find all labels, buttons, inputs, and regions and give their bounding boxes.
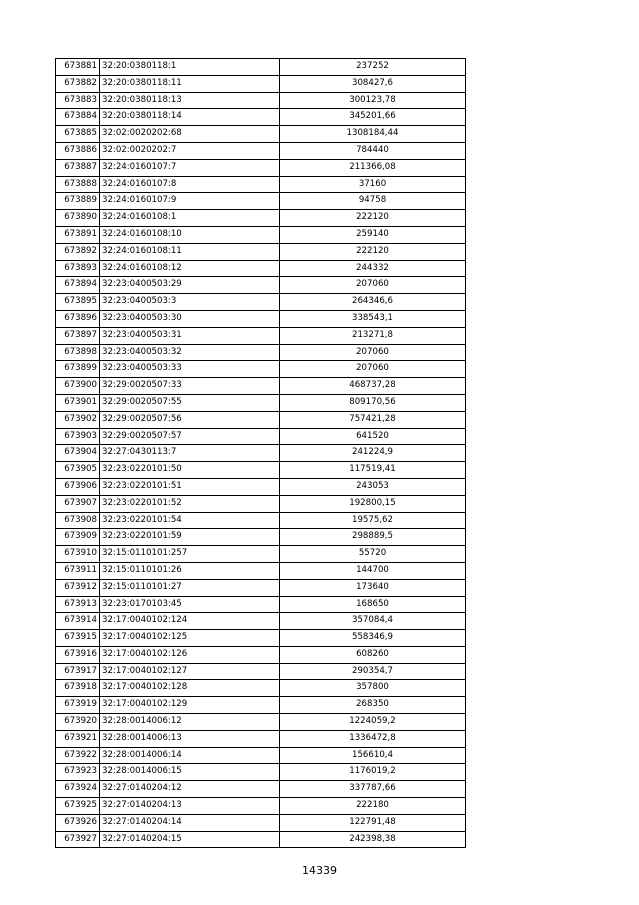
table-row (56, 310, 466, 327)
cadastral-number-cell: 32:29:0020507:57 (100, 428, 280, 445)
cadastral-number-cell: 32:24:0160107:9 (100, 193, 280, 210)
row-id-cell: 673927 (56, 831, 100, 848)
value-cell: 222120 (280, 210, 466, 227)
value-cell: 37160 (280, 176, 466, 193)
row-id-cell: 673915 (56, 630, 100, 647)
row-id-cell: 673891 (56, 226, 100, 243)
cadastral-number-cell: 32:29:0020507:55 (100, 394, 280, 411)
cadastral-number-cell: 32:23:0400503:29 (100, 277, 280, 294)
table-row (56, 59, 466, 76)
table-row (56, 562, 466, 579)
cadastral-number-cell: 32:23:0170103:45 (100, 596, 280, 613)
table-row (56, 579, 466, 596)
row-id-cell: 673886 (56, 142, 100, 159)
table-row (56, 260, 466, 277)
row-id-cell: 673898 (56, 344, 100, 361)
cadastral-number-cell: 32:02:0020202:68 (100, 126, 280, 143)
value-cell: 298889,5 (280, 529, 466, 546)
table-row (56, 142, 466, 159)
value-cell: 207060 (280, 361, 466, 378)
value-cell: 207060 (280, 344, 466, 361)
row-id-cell: 673896 (56, 310, 100, 327)
cadastral-number-cell: 32:15:0110101:26 (100, 562, 280, 579)
value-cell: 243053 (280, 478, 466, 495)
value-cell: 290354,7 (280, 663, 466, 680)
value-cell: 337787,66 (280, 781, 466, 798)
value-cell: 207060 (280, 277, 466, 294)
table-row (56, 193, 466, 210)
data-table-container (55, 58, 466, 848)
row-id-cell: 673900 (56, 378, 100, 395)
row-id-cell: 673925 (56, 798, 100, 815)
value-cell: 300123,78 (280, 92, 466, 109)
table-row (56, 781, 466, 798)
cadastral-number-cell: 32:28:0014006:14 (100, 747, 280, 764)
cadastral-number-cell: 32:23:0220101:54 (100, 512, 280, 529)
row-id-cell: 673893 (56, 260, 100, 277)
value-cell: 156610,4 (280, 747, 466, 764)
row-id-cell: 673919 (56, 697, 100, 714)
data-table (55, 58, 466, 848)
value-cell: 757421,28 (280, 411, 466, 428)
row-id-cell: 673910 (56, 546, 100, 563)
value-cell: 784440 (280, 142, 466, 159)
cadastral-number-cell: 32:24:0160108:10 (100, 226, 280, 243)
row-id-cell: 673884 (56, 109, 100, 126)
row-id-cell: 673924 (56, 781, 100, 798)
value-cell: 19575,62 (280, 512, 466, 529)
value-cell: 144700 (280, 562, 466, 579)
cadastral-number-cell: 32:23:0400503:3 (100, 294, 280, 311)
table-row (56, 663, 466, 680)
value-cell: 213271,8 (280, 327, 466, 344)
value-cell: 558346,9 (280, 630, 466, 647)
cadastral-number-cell: 32:27:0140204:12 (100, 781, 280, 798)
row-id-cell: 673907 (56, 495, 100, 512)
row-id-cell: 673890 (56, 210, 100, 227)
table-row (56, 176, 466, 193)
value-cell: 211366,08 (280, 159, 466, 176)
row-id-cell: 673917 (56, 663, 100, 680)
row-id-cell: 673921 (56, 730, 100, 747)
row-id-cell: 673909 (56, 529, 100, 546)
table-row (56, 277, 466, 294)
value-cell: 122791,48 (280, 814, 466, 831)
row-id-cell: 673905 (56, 462, 100, 479)
value-cell: 608260 (280, 646, 466, 663)
value-cell: 809170,56 (280, 394, 466, 411)
value-cell: 1224059,2 (280, 714, 466, 731)
value-cell: 117519,41 (280, 462, 466, 479)
value-cell: 357084,4 (280, 613, 466, 630)
value-cell: 192800,15 (280, 495, 466, 512)
table-row (56, 546, 466, 563)
cadastral-number-cell: 32:27:0140204:14 (100, 814, 280, 831)
row-id-cell: 673889 (56, 193, 100, 210)
cadastral-number-cell: 32:20:0380118:14 (100, 109, 280, 126)
row-id-cell: 673926 (56, 814, 100, 831)
cadastral-number-cell: 32:17:0040102:126 (100, 646, 280, 663)
value-cell: 641520 (280, 428, 466, 445)
table-row (56, 764, 466, 781)
table-row (56, 730, 466, 747)
value-cell: 242398,38 (280, 831, 466, 848)
cadastral-number-cell: 32:23:0400503:30 (100, 310, 280, 327)
cadastral-number-cell: 32:24:0160108:12 (100, 260, 280, 277)
value-cell: 264346,6 (280, 294, 466, 311)
value-cell: 268350 (280, 697, 466, 714)
table-row (56, 680, 466, 697)
table-row (56, 344, 466, 361)
table-row (56, 411, 466, 428)
cadastral-number-cell: 32:28:0014006:13 (100, 730, 280, 747)
table-row (56, 814, 466, 831)
cadastral-number-cell: 32:28:0014006:12 (100, 714, 280, 731)
row-id-cell: 673904 (56, 445, 100, 462)
cadastral-number-cell: 32:17:0040102:124 (100, 613, 280, 630)
cadastral-number-cell: 32:02:0020202:7 (100, 142, 280, 159)
table-body (56, 59, 466, 848)
value-cell: 1176019,2 (280, 764, 466, 781)
table-row (56, 428, 466, 445)
table-row (56, 478, 466, 495)
table-row (56, 512, 466, 529)
row-id-cell: 673887 (56, 159, 100, 176)
value-cell: 55720 (280, 546, 466, 563)
page-number: 14339 (302, 864, 337, 877)
table-row (56, 630, 466, 647)
table-row (56, 646, 466, 663)
table-row (56, 109, 466, 126)
cadastral-number-cell: 32:24:0160108:1 (100, 210, 280, 227)
value-cell: 345201,66 (280, 109, 466, 126)
table-row (56, 798, 466, 815)
value-cell: 222120 (280, 243, 466, 260)
row-id-cell: 673903 (56, 428, 100, 445)
row-id-cell: 673902 (56, 411, 100, 428)
cadastral-number-cell: 32:15:0110101:257 (100, 546, 280, 563)
row-id-cell: 673885 (56, 126, 100, 143)
table-row (56, 831, 466, 848)
table-row (56, 327, 466, 344)
cadastral-number-cell: 32:23:0400503:33 (100, 361, 280, 378)
value-cell: 94758 (280, 193, 466, 210)
cadastral-number-cell: 32:23:0400503:32 (100, 344, 280, 361)
value-cell: 338543,1 (280, 310, 466, 327)
table-row (56, 92, 466, 109)
row-id-cell: 673895 (56, 294, 100, 311)
cadastral-number-cell: 32:23:0220101:51 (100, 478, 280, 495)
cadastral-number-cell: 32:24:0160107:8 (100, 176, 280, 193)
cadastral-number-cell: 32:23:0220101:50 (100, 462, 280, 479)
cadastral-number-cell: 32:27:0140204:15 (100, 831, 280, 848)
cadastral-number-cell: 32:29:0020507:33 (100, 378, 280, 395)
row-id-cell: 673922 (56, 747, 100, 764)
cadastral-number-cell: 32:24:0160107:7 (100, 159, 280, 176)
table-row (56, 226, 466, 243)
row-id-cell: 673892 (56, 243, 100, 260)
table-row (56, 394, 466, 411)
cadastral-number-cell: 32:17:0040102:128 (100, 680, 280, 697)
table-row (56, 378, 466, 395)
table-row (56, 243, 466, 260)
value-cell: 241224,9 (280, 445, 466, 462)
cadastral-number-cell: 32:23:0220101:59 (100, 529, 280, 546)
row-id-cell: 673908 (56, 512, 100, 529)
cadastral-number-cell: 32:27:0140204:13 (100, 798, 280, 815)
value-cell: 237252 (280, 59, 466, 76)
cadastral-number-cell: 32:17:0040102:127 (100, 663, 280, 680)
row-id-cell: 673899 (56, 361, 100, 378)
table-row (56, 294, 466, 311)
table-row (56, 613, 466, 630)
value-cell: 259140 (280, 226, 466, 243)
table-row (56, 529, 466, 546)
cadastral-number-cell: 32:24:0160108:11 (100, 243, 280, 260)
row-id-cell: 673916 (56, 646, 100, 663)
value-cell: 1308184,44 (280, 126, 466, 143)
row-id-cell: 673883 (56, 92, 100, 109)
row-id-cell: 673901 (56, 394, 100, 411)
row-id-cell: 673912 (56, 579, 100, 596)
cadastral-number-cell: 32:20:0380118:13 (100, 92, 280, 109)
value-cell: 222180 (280, 798, 466, 815)
table-row (56, 697, 466, 714)
value-cell: 468737,28 (280, 378, 466, 395)
table-row (56, 75, 466, 92)
table-row (56, 714, 466, 731)
row-id-cell: 673897 (56, 327, 100, 344)
cadastral-number-cell: 32:17:0040102:125 (100, 630, 280, 647)
cadastral-number-cell: 32:23:0220101:52 (100, 495, 280, 512)
row-id-cell: 673882 (56, 75, 100, 92)
value-cell: 1336472,8 (280, 730, 466, 747)
row-id-cell: 673888 (56, 176, 100, 193)
value-cell: 308427,6 (280, 75, 466, 92)
value-cell: 168650 (280, 596, 466, 613)
row-id-cell: 673920 (56, 714, 100, 731)
row-id-cell: 673881 (56, 59, 100, 76)
cadastral-number-cell: 32:15:0110101:27 (100, 579, 280, 596)
cadastral-number-cell: 32:29:0020507:56 (100, 411, 280, 428)
table-row (56, 596, 466, 613)
cadastral-number-cell: 32:27:0430113:7 (100, 445, 280, 462)
cadastral-number-cell: 32:23:0400503:31 (100, 327, 280, 344)
row-id-cell: 673911 (56, 562, 100, 579)
table-row (56, 126, 466, 143)
value-cell: 173640 (280, 579, 466, 596)
row-id-cell: 673918 (56, 680, 100, 697)
table-row (56, 747, 466, 764)
row-id-cell: 673914 (56, 613, 100, 630)
table-row (56, 210, 466, 227)
cadastral-number-cell: 32:20:0380118:1 (100, 59, 280, 76)
value-cell: 244332 (280, 260, 466, 277)
table-row (56, 445, 466, 462)
row-id-cell: 673894 (56, 277, 100, 294)
row-id-cell: 673913 (56, 596, 100, 613)
table-row (56, 495, 466, 512)
cadastral-number-cell: 32:28:0014006:15 (100, 764, 280, 781)
value-cell: 357800 (280, 680, 466, 697)
row-id-cell: 673923 (56, 764, 100, 781)
row-id-cell: 673906 (56, 478, 100, 495)
table-row (56, 159, 466, 176)
table-row (56, 462, 466, 479)
cadastral-number-cell: 32:20:0380118:11 (100, 75, 280, 92)
table-row (56, 361, 466, 378)
cadastral-number-cell: 32:17:0040102:129 (100, 697, 280, 714)
